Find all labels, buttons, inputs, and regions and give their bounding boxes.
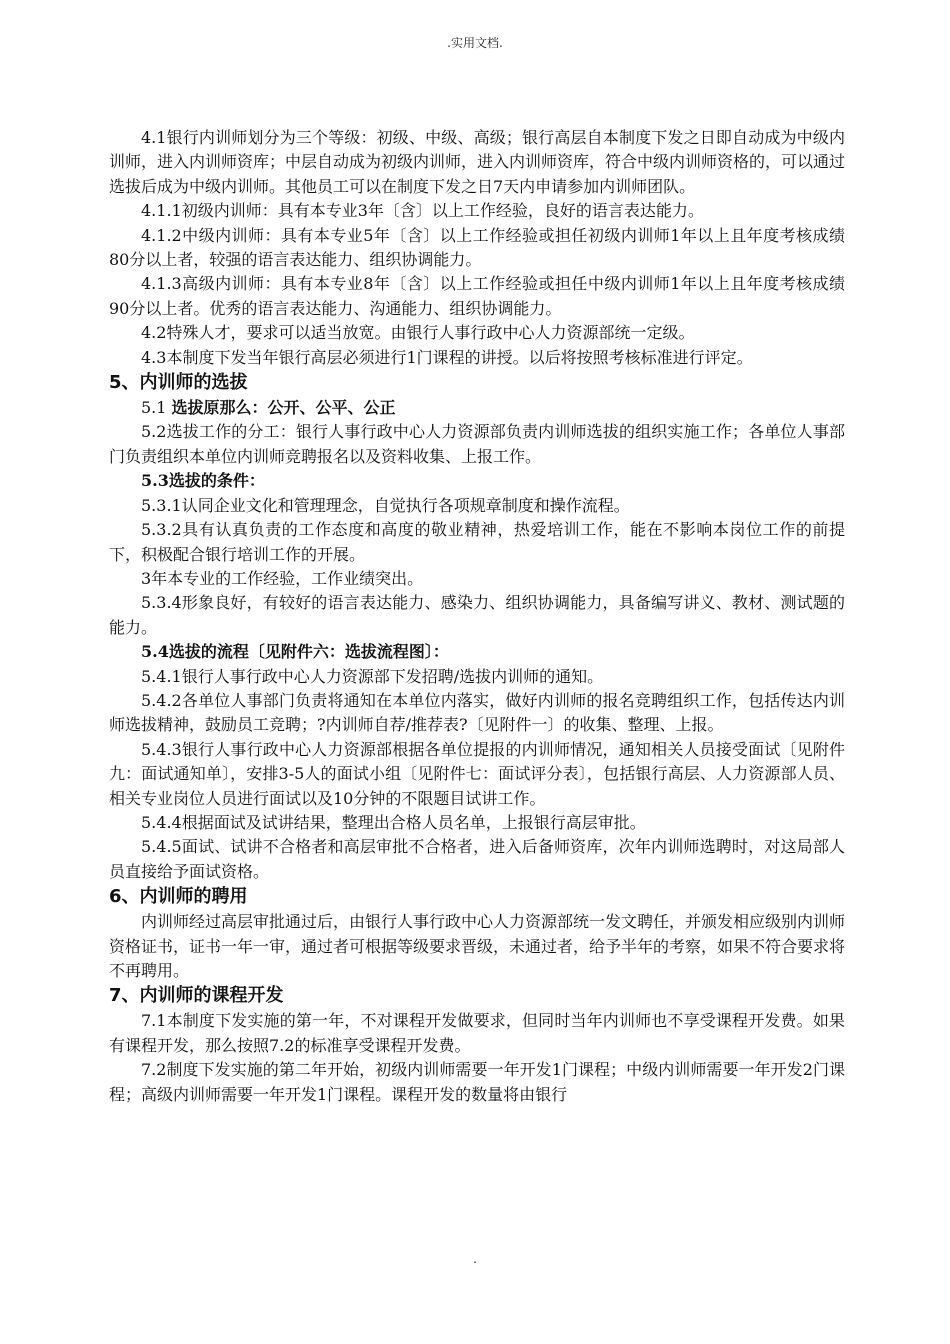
paragraph-4-3: 4.3本制度下发当年银行高层必须进行1门课程的讲授。以后将按照考核标准进行评定。 xyxy=(141,347,753,367)
paragraph-5-3: 5.3选拔的条件： xyxy=(141,471,265,491)
paragraph-4-2: 4.2特殊人才，要求可以适当放宽。由银行人事行政中心人力资源部统一定级。 xyxy=(141,323,695,343)
paragraph-5-3-2: 5.3.2具有认真负责的工作态度和高度的敬业精神，热爱培训工作，能在不影响本岗位工作的前提下，积极配合银行培训工作的开展。 xyxy=(109,520,845,564)
paragraph-5-3-1: 5.3.1认同企业文化和管理理念，自觉执行各项规章制度和操作流程。 xyxy=(141,495,630,515)
paragraph-5-4-2: 5.4.2各单位人事部门负责将通知在本单位内落实，做好内训师的报名竞聘组织工作，包括传达内训师选拔精神，鼓励员工竞聘；?内训师自荐/推荐表?〔见附件一〕的收集、整理、上报。 xyxy=(109,690,845,735)
paragraph-5-1-principle: 选拔原那么：公开、公平、公正 xyxy=(171,398,396,418)
paragraph-7-1: 7.1本制度下发实施的第一年，不对课程开发做要求，但同时当年内训师也不享受课程开发费。如果有课程开发，那么按照7.2的标准享受课程开发费。 xyxy=(109,1011,845,1055)
paragraph-5-3-3: 3年本专业的工作经验，工作业绩突出。 xyxy=(141,568,424,588)
paragraph-4-1-1: 4.1.1初级内训师：具有本专业3年〔含〕以上工作经验，良好的语言表达能力。 xyxy=(141,201,704,221)
paragraph-6: 内训师经过高层审批通过后，由银行人事行政中心人力资源部统一发文聘任，并颁发相应级别内训师资格证书，证书一年一审，通过者可根据等级要求晋级，未通过者，给予半年的考察，如果不符合要求将不再聘用。 xyxy=(109,912,846,980)
paragraph-7-2: 7.2制度下发实施的第二年开始，初级内训师需要一年开发1门课程；中级内训师需要一年开发2门课程；高级内训师需要一年开发1门课程。课程开发的数量将由银行 xyxy=(109,1060,845,1104)
section-heading-7: 7、内训师的课程开发 xyxy=(109,985,284,1007)
paragraph-5-1 xyxy=(109,396,845,420)
paragraph-5-4: 5.4选拔的流程〔见附件六：选拔流程图〕： xyxy=(141,642,449,662)
paragraph-5-4-3: 5.4.3银行人事行政中心人力资源部根据各单位提报的内训师情况，通知相关人员接受面试〔见附件九：面试通知单〕，安排3-5人的面试小组〔见附件七：面试评分表〕，包括银行高层、人力资源部人员、相关专业岗位人员进行面试以及10分钟的不限题目试讲工作。 xyxy=(109,739,845,808)
paragraph-5-1-number: 5.1 xyxy=(141,398,167,418)
section-heading-5: 5、内训师的选拔 xyxy=(109,372,248,394)
document-body xyxy=(109,126,845,1107)
paragraph-5-2: 5.2选拔工作的分工：银行人事行政中心人力资源部负责内训师选拔的组织实施工作；各单位人事部门负责组织本单位内训师竞聘报名以及资料收集、上报工作。 xyxy=(109,422,845,466)
paragraph-5-3-4: 5.3.4形象良好，有较好的语言表达能力、感染力、组织协调能力，具备编写讲义、教材、测试题的能力。 xyxy=(109,593,845,637)
section-heading-6: 6、内训师的聘用 xyxy=(109,886,248,908)
paragraph-4-1-2: 4.1.2中级内训师：具有本专业5年〔含〕以上工作经验或担任初级内训师1年以上且年度考核成绩80分以上者，较强的语言表达能力、组织协调能力。 xyxy=(109,225,845,270)
paragraph-4-1-3: 4.1.3高级内训师：具有本专业8年〔含〕以上工作经验或担任中级内训师1年以上且年度考核成绩90分以上者。优秀的语言表达能力、沟通能力、组织协调能力。 xyxy=(109,274,845,318)
paragraph-5-4-1: 5.4.1银行人事行政中心人力资源部下发招聘/选拔内训师的通知。 xyxy=(141,666,604,686)
page-footer: . xyxy=(473,1252,477,1266)
page-header: .实用文档. xyxy=(447,36,503,50)
paragraph-5-4-4: 5.4.4根据面试及试讲结果，整理出合格人员名单，上报银行高层审批。 xyxy=(141,812,646,832)
paragraph-5-4-5: 5.4.5面试、试讲不合格者和高层审批不合格者，进入后备师资库，次年内训师选聘时，对这局部人员直接给予面试资格。 xyxy=(109,837,845,881)
paragraph-4-1: 4.1银行内训师划分为三个等级：初级、中级、高级；银行高层自本制度下发之日即自动成为中级内训师，进入内训师资库；中层自动成为初级内训师，进入内训师资库，符合中级内训师资格的，可以通过选拔后成为中级内训师。其他员工可以在制度下发之日7天内申请参加内训师团队。 xyxy=(109,128,846,196)
